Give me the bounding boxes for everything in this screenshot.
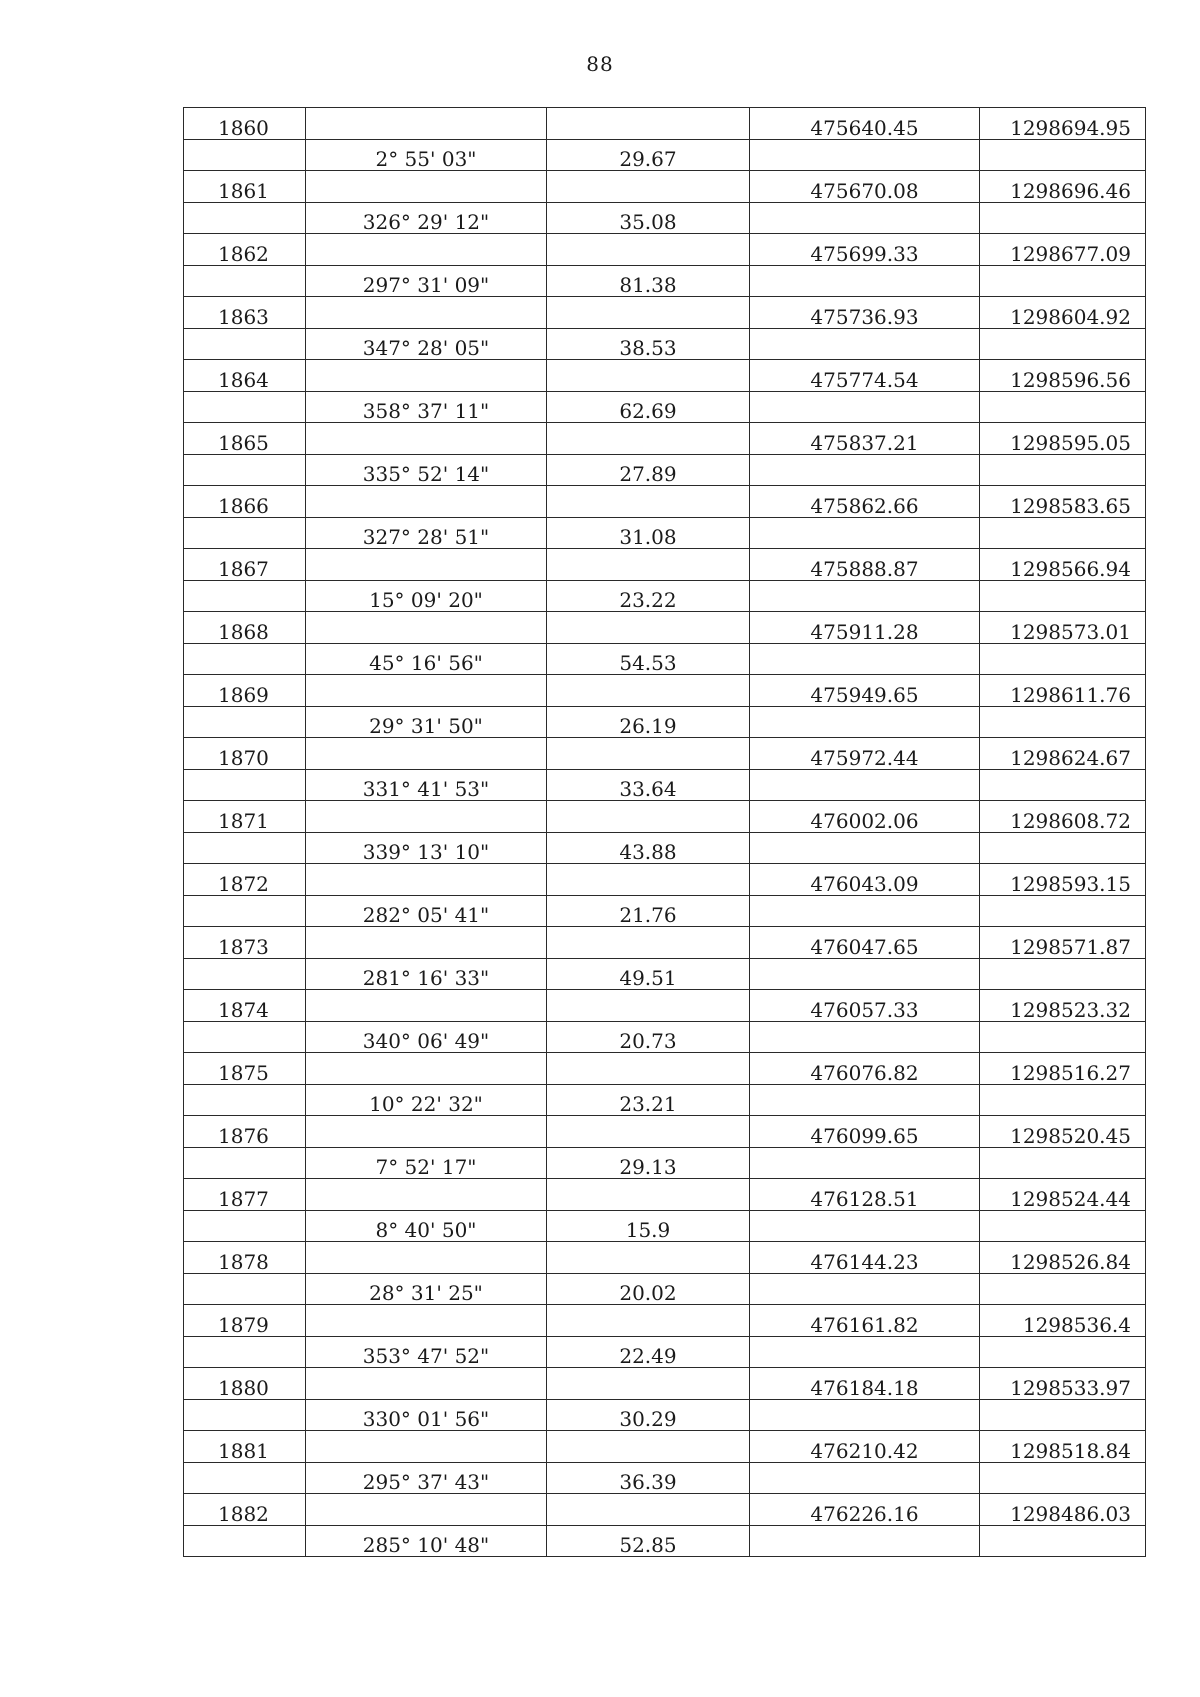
empty-cell [306,1242,547,1274]
northing-cell: 475774.54 [750,360,980,392]
distance-cell: 21.76 [547,895,750,927]
course-row [184,328,1146,360]
empty-cell [980,643,1146,675]
survey-coordinates-table [183,107,1146,1557]
empty-cell [306,360,547,392]
empty-cell [547,1179,750,1211]
northing-cell: 476210.42 [750,1431,980,1463]
easting-cell: 1298524.44 [980,1179,1146,1211]
distance-cell: 22.49 [547,1336,750,1368]
northing-cell: 476002.06 [750,801,980,833]
station-row [184,675,1146,707]
easting-cell: 1298595.05 [980,423,1146,455]
empty-cell [184,1336,306,1368]
empty-cell [980,1210,1146,1242]
station-row [184,738,1146,770]
empty-cell [184,265,306,297]
empty-cell [547,927,750,959]
empty-cell [750,1147,980,1179]
empty-cell [547,171,750,203]
station-id-cell: 1880 [184,1368,306,1400]
distance-cell: 54.53 [547,643,750,675]
northing-cell: 475736.93 [750,297,980,329]
empty-cell [547,423,750,455]
empty-cell [184,769,306,801]
empty-cell [184,1084,306,1116]
empty-cell [547,360,750,392]
empty-cell [750,202,980,234]
empty-cell [184,1399,306,1431]
easting-cell: 1298611.76 [980,675,1146,707]
empty-cell [547,486,750,518]
northing-cell: 475670.08 [750,171,980,203]
northing-cell: 476128.51 [750,1179,980,1211]
empty-cell [750,1084,980,1116]
empty-cell [750,958,980,990]
course-row [184,895,1146,927]
easting-cell: 1298516.27 [980,1053,1146,1085]
northing-cell: 476057.33 [750,990,980,1022]
empty-cell [980,139,1146,171]
empty-cell [547,1116,750,1148]
northing-cell: 476226.16 [750,1494,980,1526]
distance-cell: 29.67 [547,139,750,171]
empty-cell [184,517,306,549]
empty-cell [306,738,547,770]
easting-cell: 1298533.97 [980,1368,1146,1400]
empty-cell [547,234,750,266]
station-id-cell: 1862 [184,234,306,266]
station-id-cell: 1860 [184,108,306,140]
empty-cell [980,1021,1146,1053]
distance-cell: 43.88 [547,832,750,864]
empty-cell [547,675,750,707]
station-id-cell: 1874 [184,990,306,1022]
empty-cell [184,832,306,864]
empty-cell [750,1021,980,1053]
empty-cell [750,643,980,675]
station-id-cell: 1877 [184,1179,306,1211]
empty-cell [750,265,980,297]
easting-cell: 1298566.94 [980,549,1146,581]
empty-cell [980,1147,1146,1179]
station-row [184,801,1146,833]
course-row [184,769,1146,801]
northing-cell: 476047.65 [750,927,980,959]
empty-cell [306,675,547,707]
empty-cell [547,549,750,581]
distance-cell: 33.64 [547,769,750,801]
distance-cell: 23.21 [547,1084,750,1116]
northing-cell: 476099.65 [750,1116,980,1148]
course-row [184,706,1146,738]
empty-cell [980,202,1146,234]
bearing-cell: 347° 28' 05" [306,328,547,360]
bearing-cell: 331° 41' 53" [306,769,547,801]
distance-cell: 26.19 [547,706,750,738]
empty-cell [980,1462,1146,1494]
northing-cell: 476144.23 [750,1242,980,1274]
course-row [184,1336,1146,1368]
distance-cell: 20.02 [547,1273,750,1305]
course-row [184,517,1146,549]
empty-cell [750,328,980,360]
empty-cell [547,612,750,644]
empty-cell [750,1462,980,1494]
station-id-cell: 1871 [184,801,306,833]
empty-cell [184,1147,306,1179]
empty-cell [750,1336,980,1368]
station-id-cell: 1879 [184,1305,306,1337]
empty-cell [306,549,547,581]
distance-cell: 36.39 [547,1462,750,1494]
distance-cell: 31.08 [547,517,750,549]
bearing-cell: 282° 05' 41" [306,895,547,927]
empty-cell [750,1210,980,1242]
easting-cell: 1298518.84 [980,1431,1146,1463]
page-number: 88 [586,52,614,76]
empty-cell [547,801,750,833]
easting-cell: 1298571.87 [980,927,1146,959]
course-row [184,1399,1146,1431]
course-row [184,202,1146,234]
empty-cell [306,234,547,266]
station-id-cell: 1863 [184,297,306,329]
easting-cell: 1298604.92 [980,297,1146,329]
station-id-cell: 1875 [184,1053,306,1085]
course-row [184,454,1146,486]
station-row [184,423,1146,455]
distance-cell: 35.08 [547,202,750,234]
empty-cell [750,139,980,171]
empty-cell [306,990,547,1022]
empty-cell [750,1399,980,1431]
distance-cell: 52.85 [547,1525,750,1557]
empty-cell [547,1368,750,1400]
empty-cell [750,517,980,549]
station-row [184,612,1146,644]
easting-cell: 1298624.67 [980,738,1146,770]
course-row [184,265,1146,297]
empty-cell [750,1273,980,1305]
distance-cell: 62.69 [547,391,750,423]
empty-cell [980,895,1146,927]
easting-cell: 1298520.45 [980,1116,1146,1148]
distance-cell: 27.89 [547,454,750,486]
empty-cell [184,454,306,486]
distance-cell: 49.51 [547,958,750,990]
course-row [184,580,1146,612]
course-row [184,643,1146,675]
empty-cell [184,391,306,423]
station-row [184,1305,1146,1337]
station-row [184,1053,1146,1085]
empty-cell [547,1242,750,1274]
empty-cell [306,171,547,203]
bearing-cell: 7° 52' 17" [306,1147,547,1179]
empty-cell [306,1494,547,1526]
empty-cell [306,1179,547,1211]
station-row [184,297,1146,329]
empty-cell [750,895,980,927]
bearing-cell: 15° 09' 20" [306,580,547,612]
station-row [184,1368,1146,1400]
empty-cell [306,486,547,518]
distance-cell: 23.22 [547,580,750,612]
station-id-cell: 1869 [184,675,306,707]
empty-cell [184,958,306,990]
distance-cell: 29.13 [547,1147,750,1179]
empty-cell [184,1462,306,1494]
easting-cell: 1298536.4 [980,1305,1146,1337]
station-id-cell: 1868 [184,612,306,644]
station-row [184,108,1146,140]
easting-cell: 1298573.01 [980,612,1146,644]
empty-cell [306,1431,547,1463]
station-row [184,927,1146,959]
bearing-cell: 8° 40' 50" [306,1210,547,1242]
northing-cell: 475640.45 [750,108,980,140]
easting-cell: 1298523.32 [980,990,1146,1022]
empty-cell [184,706,306,738]
empty-cell [750,1525,980,1557]
bearing-cell: 327° 28' 51" [306,517,547,549]
station-id-cell: 1870 [184,738,306,770]
station-row [184,1494,1146,1526]
bearing-cell: 2° 55' 03" [306,139,547,171]
empty-cell [980,832,1146,864]
northing-cell: 476043.09 [750,864,980,896]
empty-cell [980,1084,1146,1116]
empty-cell [980,265,1146,297]
empty-cell [750,391,980,423]
empty-cell [980,1399,1146,1431]
empty-cell [184,1021,306,1053]
empty-cell [750,832,980,864]
bearing-cell: 28° 31' 25" [306,1273,547,1305]
station-id-cell: 1872 [184,864,306,896]
empty-cell [750,769,980,801]
station-id-cell: 1864 [184,360,306,392]
empty-cell [547,1431,750,1463]
northing-cell: 476184.18 [750,1368,980,1400]
station-row [184,549,1146,581]
station-row [184,1431,1146,1463]
bearing-cell: 281° 16' 33" [306,958,547,990]
empty-cell [980,391,1146,423]
distance-cell: 81.38 [547,265,750,297]
course-row [184,391,1146,423]
course-row [184,1084,1146,1116]
station-id-cell: 1866 [184,486,306,518]
bearing-cell: 358° 37' 11" [306,391,547,423]
empty-cell [184,328,306,360]
empty-cell [547,738,750,770]
northing-cell: 476161.82 [750,1305,980,1337]
course-row [184,1147,1146,1179]
easting-cell: 1298608.72 [980,801,1146,833]
easting-cell: 1298583.65 [980,486,1146,518]
station-id-cell: 1878 [184,1242,306,1274]
bearing-cell: 326° 29' 12" [306,202,547,234]
course-row [184,139,1146,171]
empty-cell [306,801,547,833]
empty-cell [980,1336,1146,1368]
empty-cell [750,706,980,738]
course-row [184,832,1146,864]
empty-cell [306,1368,547,1400]
empty-cell [980,580,1146,612]
empty-cell [184,643,306,675]
station-row [184,360,1146,392]
empty-cell [306,927,547,959]
station-row [184,990,1146,1022]
empty-cell [547,1305,750,1337]
empty-cell [547,990,750,1022]
empty-cell [306,1053,547,1085]
empty-cell [980,769,1146,801]
empty-cell [980,328,1146,360]
distance-cell: 38.53 [547,328,750,360]
station-row [184,486,1146,518]
northing-cell: 476076.82 [750,1053,980,1085]
station-row [184,1242,1146,1274]
distance-cell: 30.29 [547,1399,750,1431]
distance-cell: 15.9 [547,1210,750,1242]
empty-cell [980,1273,1146,1305]
bearing-cell: 335° 52' 14" [306,454,547,486]
course-row [184,1462,1146,1494]
bearing-cell: 285° 10' 48" [306,1525,547,1557]
easting-cell: 1298696.46 [980,171,1146,203]
northing-cell: 475837.21 [750,423,980,455]
station-row [184,1116,1146,1148]
bearing-cell: 10° 22' 32" [306,1084,547,1116]
empty-cell [184,202,306,234]
empty-cell [547,864,750,896]
empty-cell [184,1210,306,1242]
empty-cell [980,517,1146,549]
bearing-cell: 339° 13' 10" [306,832,547,864]
northing-cell: 475972.44 [750,738,980,770]
station-id-cell: 1882 [184,1494,306,1526]
northing-cell: 475911.28 [750,612,980,644]
station-id-cell: 1867 [184,549,306,581]
easting-cell: 1298677.09 [980,234,1146,266]
bearing-cell: 340° 06' 49" [306,1021,547,1053]
bearing-cell: 295° 37' 43" [306,1462,547,1494]
empty-cell [980,706,1146,738]
station-row [184,171,1146,203]
bearing-cell: 330° 01' 56" [306,1399,547,1431]
empty-cell [547,1053,750,1085]
bearing-cell: 29° 31' 50" [306,706,547,738]
empty-cell [184,580,306,612]
bearing-cell: 45° 16' 56" [306,643,547,675]
easting-cell: 1298486.03 [980,1494,1146,1526]
station-id-cell: 1876 [184,1116,306,1148]
empty-cell [184,1273,306,1305]
course-row [184,1525,1146,1557]
empty-cell [306,1116,547,1148]
distance-cell: 20.73 [547,1021,750,1053]
easting-cell: 1298596.56 [980,360,1146,392]
station-id-cell: 1873 [184,927,306,959]
empty-cell [306,423,547,455]
empty-cell [750,580,980,612]
northing-cell: 475888.87 [750,549,980,581]
empty-cell [184,139,306,171]
bearing-cell: 297° 31' 09" [306,265,547,297]
course-row [184,1273,1146,1305]
bearing-cell: 353° 47' 52" [306,1336,547,1368]
station-id-cell: 1865 [184,423,306,455]
station-row [184,864,1146,896]
empty-cell [306,864,547,896]
empty-cell [547,1494,750,1526]
empty-cell [980,1525,1146,1557]
course-row [184,1021,1146,1053]
easting-cell: 1298526.84 [980,1242,1146,1274]
course-row [184,1210,1146,1242]
easting-cell: 1298694.95 [980,108,1146,140]
northing-cell: 475699.33 [750,234,980,266]
empty-cell [184,1525,306,1557]
course-row [184,958,1146,990]
empty-cell [306,1305,547,1337]
station-row [184,234,1146,266]
empty-cell [750,454,980,486]
station-id-cell: 1861 [184,171,306,203]
northing-cell: 475949.65 [750,675,980,707]
empty-cell [306,108,547,140]
survey-table-body [184,108,1146,1557]
empty-cell [306,297,547,329]
empty-cell [547,297,750,329]
northing-cell: 475862.66 [750,486,980,518]
easting-cell: 1298593.15 [980,864,1146,896]
empty-cell [547,108,750,140]
empty-cell [980,454,1146,486]
empty-cell [306,612,547,644]
empty-cell [980,958,1146,990]
station-row [184,1179,1146,1211]
station-id-cell: 1881 [184,1431,306,1463]
empty-cell [184,895,306,927]
